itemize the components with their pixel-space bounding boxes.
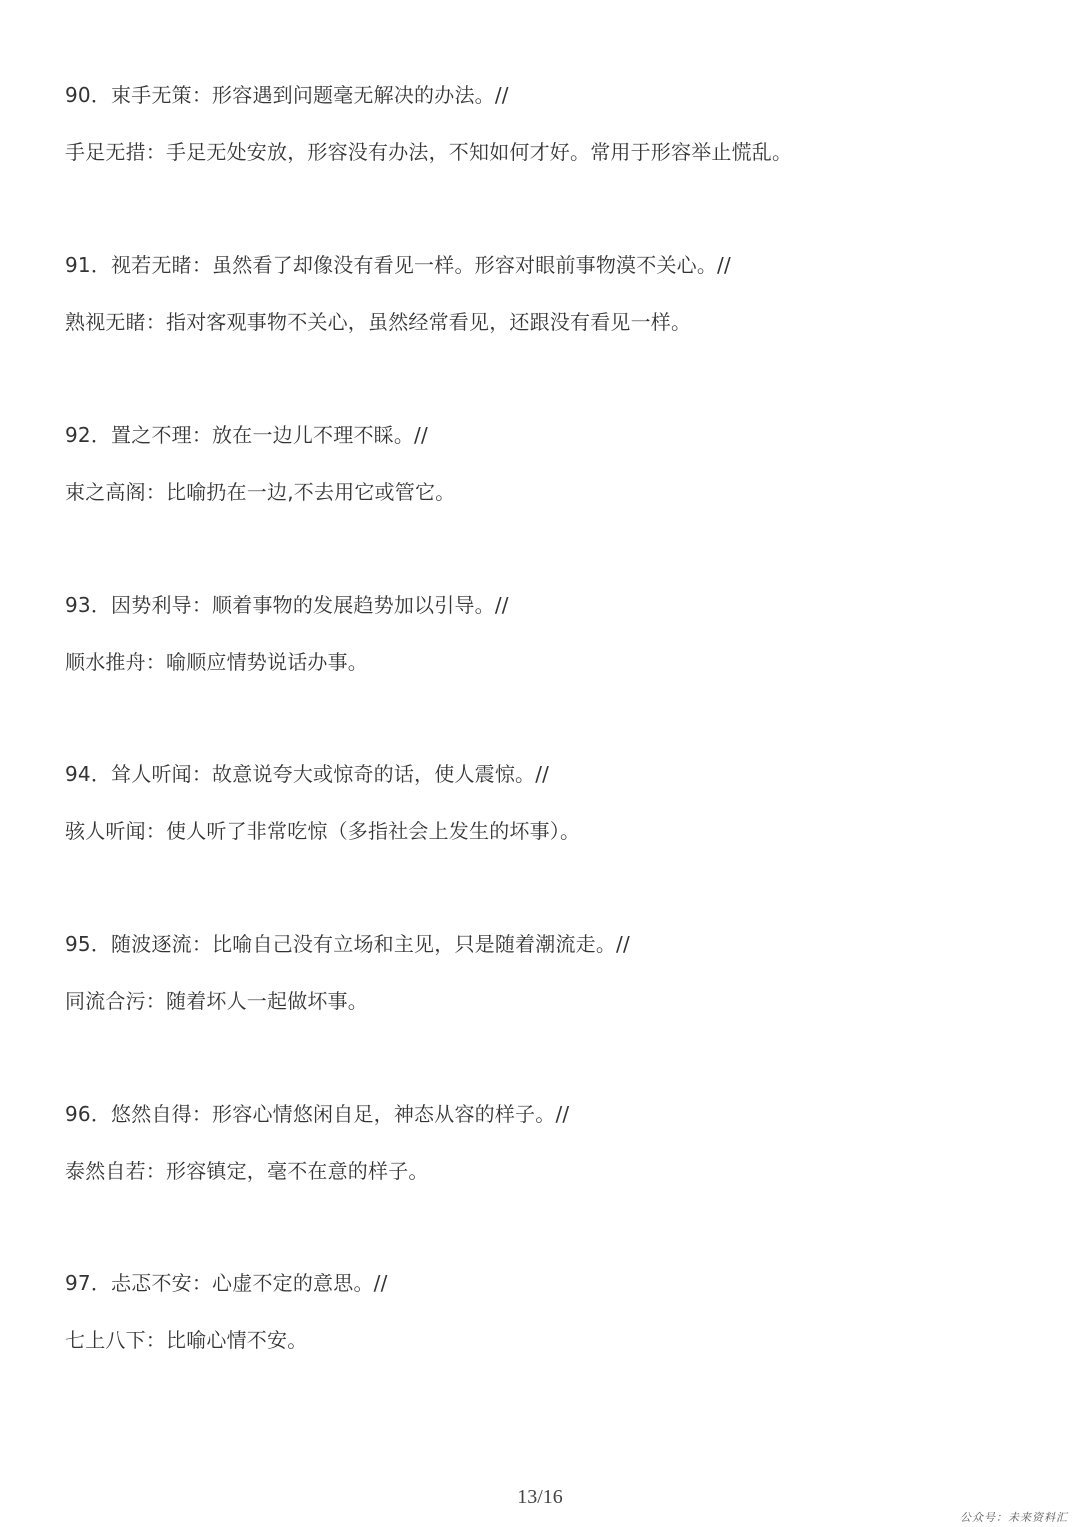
entry-definition-line: 94．耸人听闻：故意说夸大或惊奇的话，使人震惊。//: [65, 762, 550, 786]
entry-comparison-line: 束之高阁：比喻扔在一边,不去用它或管它。: [65, 480, 456, 504]
entry-comparison-line: 顺水推舟：喻顺应情势说话办事。: [65, 650, 368, 674]
entry-definition-line: 90．束手无策：形容遇到问题毫无解决的办法。//: [65, 83, 509, 107]
entry-definition-line: 93．因势利导：顺着事物的发展趋势加以引导。//: [65, 593, 509, 617]
entry-definition-line: 97．忐忑不安：心虚不定的意思。//: [65, 1271, 388, 1295]
entry-definition-line: 92．置之不理：放在一边儿不理不睬。//: [65, 423, 428, 447]
entry-definition-line: 95．随波逐流：比喻自己没有立场和主见，只是随着潮流走。//: [65, 932, 630, 956]
entry-comparison-line: 骇人听闻：使人听了非常吃惊（多指社会上发生的坏事）。: [65, 819, 581, 843]
entry-definition-line: 96．悠然自得：形容心情悠闲自足，神态从容的样子。//: [65, 1102, 570, 1126]
entry-comparison-line: 手足无措：手足无处安放，形容没有办法，不知如何才好。常用于形容举止慌乱。: [65, 140, 793, 164]
entry-comparison-line: 同流合污：随着坏人一起做坏事。: [65, 989, 368, 1013]
entry-definition-line: 91．视若无睹：虽然看了却像没有看见一样。形容对眼前事物漠不关心。//: [65, 253, 731, 277]
watermark: 公众号：未来资料汇: [960, 1511, 1068, 1524]
entry-comparison-line: 熟视无睹：指对客观事物不关心，虽然经常看见，还跟没有看见一样。: [65, 310, 692, 334]
entry-comparison-line: 泰然自若：形容镇定，毫不在意的样子。: [65, 1159, 429, 1183]
page-number: 13/16: [517, 1486, 563, 1508]
entry-comparison-line: 七上八下：比喻心情不安。: [65, 1328, 308, 1352]
